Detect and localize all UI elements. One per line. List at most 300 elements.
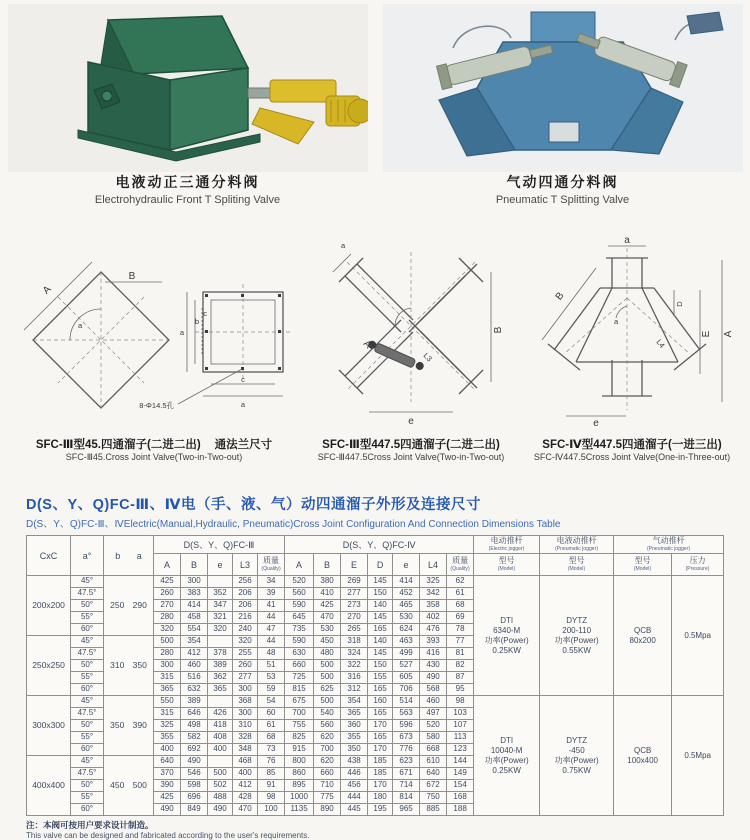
cell-fc4-value: 113 bbox=[447, 732, 474, 744]
cell-fc3-value: 44 bbox=[258, 612, 285, 624]
table-note-en: This valve can be designed and fabricated according to the user's requirements. bbox=[26, 831, 310, 840]
header-bilingual bbox=[540, 537, 613, 552]
cell-fc4-value: 269 bbox=[341, 576, 368, 588]
cell-fc3-value: 352 bbox=[208, 588, 233, 600]
cell-fc4-value: 560 bbox=[285, 588, 314, 600]
cell-fc4-value: 563 bbox=[393, 708, 420, 720]
cell-fc4-value: 735 bbox=[285, 624, 314, 636]
cell-angle: 50° bbox=[71, 720, 104, 732]
cell-fc3-value: 390 bbox=[154, 780, 181, 792]
cell-fc4-value: 144 bbox=[447, 756, 474, 768]
cell-fc3-value: 516 bbox=[181, 672, 208, 684]
cell-fc4-value: 520 bbox=[420, 720, 447, 732]
cell-fc4-value: 776 bbox=[393, 744, 420, 756]
dim-label-B: B bbox=[493, 326, 504, 334]
cell-fc4-value: 1000 bbox=[285, 792, 314, 804]
cell-fc3-value: 34 bbox=[258, 576, 285, 588]
actuator-line: DTI bbox=[500, 615, 514, 625]
cell-fc4-value: 140 bbox=[368, 600, 393, 612]
dim-label-a: a bbox=[624, 235, 630, 246]
photo-block-pneumatic bbox=[375, 0, 750, 206]
actuator-line: 功率(Power) bbox=[554, 635, 599, 645]
header-pneumatic-jogger bbox=[614, 536, 724, 554]
cell-fc4-value: 78 bbox=[447, 624, 474, 636]
cell-fc4-value: 814 bbox=[393, 792, 420, 804]
cell-fc4-value: 623 bbox=[393, 756, 420, 768]
header-dim-e: e bbox=[208, 554, 233, 576]
cell-fc3-value: 460 bbox=[181, 660, 208, 672]
header-hydraulic-jogger bbox=[540, 536, 614, 554]
cell-angle: 50° bbox=[71, 600, 104, 612]
cell-fc4-value: 318 bbox=[341, 636, 368, 648]
header-dim-B: B bbox=[314, 554, 341, 576]
cell-fc4-value: 500 bbox=[314, 696, 341, 708]
cell-fc4-value: 700 bbox=[285, 708, 314, 720]
cell-fc3-value: 44 bbox=[258, 636, 285, 648]
cell-angle: 47.5° bbox=[71, 708, 104, 720]
cell-fc3-value: 412 bbox=[181, 648, 208, 660]
cell-fc4-value: 540 bbox=[314, 708, 341, 720]
cell-fc4-value: 165 bbox=[368, 732, 393, 744]
actuator-line: 功率(Power) bbox=[484, 755, 529, 765]
cell-fc4-value: 360 bbox=[341, 720, 368, 732]
dim-label-D: D bbox=[675, 301, 684, 307]
diagram-caption-main: SFC-Ⅲ型45.四通溜子(二进二出) bbox=[35, 439, 201, 451]
photo-pneumatic-valve bbox=[383, 4, 743, 172]
table-title-zh: D(S、Y、Q)FC-Ⅲ、Ⅳ电（手、液、气）动四通溜子外形及连接尺寸 bbox=[26, 497, 482, 513]
cell-fc4-value: 165 bbox=[368, 708, 393, 720]
cell-fc3-value: 365 bbox=[208, 684, 233, 696]
cell-fc4-value: 530 bbox=[393, 612, 420, 624]
diagram-caption-en: SFC-Ⅲ45.Cross Joint Valve(Two-in-Two-out) bbox=[65, 452, 243, 462]
cell-fc4-value: 168 bbox=[447, 792, 474, 804]
cell-fc3-value: 320 bbox=[154, 624, 181, 636]
header-dim-L3: L3 bbox=[233, 554, 258, 576]
cell-fc3-value: 60 bbox=[258, 708, 285, 720]
cell-fc4-value: 273 bbox=[341, 600, 368, 612]
cell-fc3-value: 598 bbox=[181, 780, 208, 792]
header-electric-jogger bbox=[474, 536, 540, 554]
cell-fc4-value: 62 bbox=[447, 576, 474, 588]
cell-fc4-value: 450 bbox=[314, 636, 341, 648]
cell-ba: 350 390 bbox=[104, 696, 154, 756]
cell-fc4-value: 188 bbox=[447, 804, 474, 816]
cell-fc4-value: 470 bbox=[314, 612, 341, 624]
cell-angle: 55° bbox=[71, 732, 104, 744]
cell-fc4-value: 195 bbox=[368, 804, 393, 816]
cell-fc3-value: 355 bbox=[154, 732, 181, 744]
cell-fc3-value: 546 bbox=[181, 768, 208, 780]
cell-fc4-value: 180 bbox=[368, 792, 393, 804]
cell-fc3-value: 347 bbox=[208, 600, 233, 612]
cell-fc3-value: 48 bbox=[258, 648, 285, 660]
cell-angle: 47.5° bbox=[71, 768, 104, 780]
cell-fc3-value: 300 bbox=[233, 684, 258, 696]
dim-label-E: E bbox=[701, 330, 712, 338]
cell-fc4-value: 380 bbox=[314, 576, 341, 588]
cell-fc3-value: 426 bbox=[208, 708, 233, 720]
cell-fc3-value: 277 bbox=[233, 672, 258, 684]
cell-fc4-value: 107 bbox=[447, 720, 474, 732]
cell-fc4-value: 312 bbox=[341, 684, 368, 696]
dim-label-flange-a2: a bbox=[240, 400, 246, 409]
cell-fc3-value: 206 bbox=[233, 588, 258, 600]
cell-fc4-value: 160 bbox=[368, 696, 393, 708]
dim-label-flange-c: c bbox=[203, 309, 207, 318]
cell-fc4-value: 710 bbox=[314, 780, 341, 792]
cell-angle: 45° bbox=[71, 696, 104, 708]
cell-fc3-value: 300 bbox=[181, 576, 208, 588]
cell-fc3-value: 53 bbox=[258, 672, 285, 684]
header-en: (Model) bbox=[498, 566, 516, 572]
header-en: (Pneumatic jogger) bbox=[647, 546, 691, 552]
cell-fc4-value: 520 bbox=[285, 576, 314, 588]
dim-label-L4: L4 bbox=[654, 337, 667, 350]
cell-fc3-value: 428 bbox=[233, 792, 258, 804]
header-fc4: D(S、Y、Q)FC-Ⅳ bbox=[285, 536, 474, 554]
cell-fc4-value: 82 bbox=[447, 660, 474, 672]
cell-fc4-value: 660 bbox=[285, 660, 314, 672]
cell-angle: 60° bbox=[71, 804, 104, 816]
cell-fc4-value: 645 bbox=[285, 612, 314, 624]
cell-fc4-value: 365 bbox=[341, 708, 368, 720]
header-dim-E: E bbox=[341, 554, 368, 576]
cell-fc3-value: 260 bbox=[233, 660, 258, 672]
cell-fc4-value: 95 bbox=[447, 684, 474, 696]
header-bilingual bbox=[474, 557, 539, 572]
header-model bbox=[540, 554, 614, 576]
cell-fc4-value: 605 bbox=[393, 672, 420, 684]
diagram-caption-zh bbox=[0, 436, 308, 452]
cell-angle: 45° bbox=[71, 756, 104, 768]
cell-fc3-value: 389 bbox=[208, 660, 233, 672]
header-zh: 质量 bbox=[263, 556, 280, 566]
cell-fc4-value: 490 bbox=[420, 672, 447, 684]
cell-fc3-value: 41 bbox=[258, 600, 285, 612]
cell-fc3-value: 500 bbox=[154, 636, 181, 648]
cell-fc4-value: 165 bbox=[368, 624, 393, 636]
header-mass bbox=[447, 554, 474, 576]
header-en: (Electric jogger) bbox=[488, 546, 525, 552]
header-dim-e: e bbox=[393, 554, 420, 576]
cell-fc4-value: 430 bbox=[420, 660, 447, 672]
cell-fc3-value: 418 bbox=[208, 720, 233, 732]
cell-fc4-value: 775 bbox=[314, 792, 341, 804]
cell-electric-jogger bbox=[474, 696, 540, 816]
cell-fc4-value: 668 bbox=[420, 744, 447, 756]
header-bilingual bbox=[614, 557, 671, 572]
cell-fc4-value: 480 bbox=[314, 648, 341, 660]
cell-fc3-value: 378 bbox=[208, 648, 233, 660]
cell-fc4-value: 800 bbox=[285, 756, 314, 768]
cell-angle: 55° bbox=[71, 612, 104, 624]
header-cxc: CxC bbox=[27, 536, 71, 576]
photo-caption-zh: 气动四通分料阀 bbox=[506, 174, 619, 190]
actuator-line: 100x400 bbox=[627, 755, 658, 765]
cell-fc4-value: 324 bbox=[341, 648, 368, 660]
cell-fc4-value: 514 bbox=[393, 696, 420, 708]
cell-fc3-value: 362 bbox=[208, 672, 233, 684]
cell-fc3-value: 320 bbox=[208, 624, 233, 636]
actuator-line: 功率(Power) bbox=[484, 635, 529, 645]
cell-ba: 250 290 bbox=[104, 576, 154, 636]
cell-fc4-value: 755 bbox=[285, 720, 314, 732]
cell-fc3-value: 280 bbox=[154, 612, 181, 624]
cell-fc4-value: 165 bbox=[368, 684, 393, 696]
cell-fc3-value: 370 bbox=[154, 768, 181, 780]
cell-fc4-value: 154 bbox=[447, 780, 474, 792]
cell-angle: 60° bbox=[71, 684, 104, 696]
cell-fc3-value: 325 bbox=[154, 720, 181, 732]
cell-fc4-value: 500 bbox=[314, 672, 341, 684]
header-dim-A: A bbox=[154, 554, 181, 576]
cell-fc4-value: 714 bbox=[393, 780, 420, 792]
cell-fc3-value: 582 bbox=[181, 732, 208, 744]
actuator-line: 6340-M bbox=[493, 625, 521, 635]
cell-fc3-value: 368 bbox=[233, 696, 258, 708]
cell-fc3-value: 490 bbox=[208, 804, 233, 816]
header-ba: b a bbox=[104, 536, 154, 576]
cell-fc4-value: 149 bbox=[447, 768, 474, 780]
cell-fc4-value: 560 bbox=[314, 720, 341, 732]
cell-fc4-value: 620 bbox=[314, 756, 341, 768]
cell-fc3-value: 425 bbox=[154, 792, 181, 804]
header-model bbox=[474, 554, 540, 576]
diagram-caption-zh: SFC-Ⅲ型447.5四通溜子(二进二出) bbox=[322, 439, 500, 451]
cell-fc3-value: 59 bbox=[258, 684, 285, 696]
actuator-line: QCB bbox=[633, 745, 652, 755]
cell-pneumatic-model bbox=[614, 696, 672, 816]
header-zh: 型号 bbox=[498, 556, 515, 566]
cell-fc4-value: 580 bbox=[420, 732, 447, 744]
header-bilingual bbox=[614, 537, 723, 552]
cell-fc4-value: 61 bbox=[447, 588, 474, 600]
cell-fc3-value: 47 bbox=[258, 624, 285, 636]
cell-angle: 47.5° bbox=[71, 648, 104, 660]
cell-fc3-value: 91 bbox=[258, 780, 285, 792]
cell-fc3-value: 100 bbox=[258, 804, 285, 816]
dim-label-e: e bbox=[408, 416, 414, 427]
cell-fc3-value: 255 bbox=[233, 648, 258, 660]
header-zh: 电液动推杆 bbox=[556, 536, 597, 546]
cell-fc4-value: 69 bbox=[447, 612, 474, 624]
cell-fc3-value: 632 bbox=[181, 684, 208, 696]
header-zh: 气动推杆 bbox=[652, 536, 685, 546]
cell-fc3-value: 321 bbox=[208, 612, 233, 624]
cell-fc3-value: 76 bbox=[258, 756, 285, 768]
diagram-caption-en: SFC-Ⅲ447.5Cross Joint Valve(Two-in-Two-out) bbox=[317, 452, 505, 462]
cell-fc3-value: 400 bbox=[233, 768, 258, 780]
dimensions-table-section bbox=[26, 493, 726, 840]
cell-fc3-value: 310 bbox=[233, 720, 258, 732]
cell-hydraulic-jogger bbox=[540, 576, 614, 696]
dim-label-B: B bbox=[553, 290, 567, 303]
cell-fc3-value: 502 bbox=[208, 780, 233, 792]
cell-fc3-value: 61 bbox=[258, 720, 285, 732]
photo-electrohydraulic-valve bbox=[8, 4, 368, 172]
photo-caption-en: Electrohydraulic Front T Spliting Valve bbox=[94, 194, 281, 206]
cell-fc4-value: 497 bbox=[420, 708, 447, 720]
photo-caption-zh: 电液动正三通分料阀 bbox=[115, 174, 260, 190]
cell-fc4-value: 87 bbox=[447, 672, 474, 684]
cell-angle: 47.5° bbox=[71, 588, 104, 600]
cell-fc3-value: 98 bbox=[258, 792, 285, 804]
cell-fc4-value: 915 bbox=[285, 744, 314, 756]
cell-fc3-value: 256 bbox=[233, 576, 258, 588]
cell-fc4-value: 590 bbox=[285, 600, 314, 612]
dim-label-a: a bbox=[341, 241, 346, 250]
cell-fc4-value: 145 bbox=[368, 648, 393, 660]
cell-fc3-value bbox=[208, 696, 233, 708]
dim-label-angle: a bbox=[78, 321, 83, 330]
cell-fc4-value: 630 bbox=[285, 648, 314, 660]
cell-angle: 50° bbox=[71, 780, 104, 792]
dim-label-flange-b: b bbox=[194, 317, 199, 326]
diagram-sfc3-447-cross-joint bbox=[311, 232, 511, 428]
cell-fc4-value: 445 bbox=[341, 804, 368, 816]
dim-label-flange-c2: c bbox=[241, 375, 245, 384]
cell-fc4-value: 342 bbox=[420, 588, 447, 600]
cell-fc3-value: 490 bbox=[154, 804, 181, 816]
cell-fc4-value: 452 bbox=[393, 588, 420, 600]
diagram-caption-flange: 通法兰尺寸 bbox=[214, 439, 273, 451]
cell-fc3-value: 490 bbox=[181, 756, 208, 768]
cell-fc4-value: 150 bbox=[368, 660, 393, 672]
cell-fc3-value: 488 bbox=[208, 792, 233, 804]
cell-fc4-value: 624 bbox=[393, 624, 420, 636]
cell-fc3-value: 240 bbox=[233, 624, 258, 636]
actuator-line: 0.25KW bbox=[492, 765, 521, 775]
cell-fc4-value: 402 bbox=[420, 612, 447, 624]
cell-angle: 60° bbox=[71, 624, 104, 636]
cell-fc3-value: 328 bbox=[233, 732, 258, 744]
cell-fc3-value: 500 bbox=[208, 768, 233, 780]
cell-fc4-value: 155 bbox=[368, 672, 393, 684]
cell-fc4-value: 625 bbox=[314, 684, 341, 696]
cell-fc3-value: 206 bbox=[233, 600, 258, 612]
cell-pressure: 0.5Mpa bbox=[672, 696, 724, 816]
cell-cxc: 300x300 bbox=[27, 696, 71, 756]
actuator-line: DYTZ bbox=[566, 615, 588, 625]
cell-fc4-value: 885 bbox=[420, 804, 447, 816]
diagram-block-sfc3-447 bbox=[308, 232, 514, 463]
diagram-block-sfc3-45 bbox=[0, 256, 308, 463]
header-bilingual bbox=[258, 557, 284, 572]
cell-fc3-value: 550 bbox=[154, 696, 181, 708]
header-fc3: D(S、Y、Q)FC-Ⅲ bbox=[154, 536, 285, 554]
cell-fc3-value bbox=[208, 576, 233, 588]
cell-fc4-value: 815 bbox=[285, 684, 314, 696]
cell-fc3-value: 458 bbox=[181, 612, 208, 624]
cell-fc4-value: 825 bbox=[285, 732, 314, 744]
cell-fc3-value bbox=[208, 636, 233, 648]
cell-fc3-value: 365 bbox=[154, 684, 181, 696]
header-pressure bbox=[672, 554, 724, 576]
header-dim-D: D bbox=[368, 554, 393, 576]
actuator-line: 0.25KW bbox=[492, 645, 521, 655]
cell-angle: 60° bbox=[71, 744, 104, 756]
dim-label-A: A bbox=[723, 330, 734, 338]
cell-fc4-value: 322 bbox=[341, 660, 368, 672]
cell-fc3-value: 414 bbox=[181, 600, 208, 612]
cell-fc4-value: 499 bbox=[393, 648, 420, 660]
cell-hydraulic-jogger bbox=[540, 696, 614, 816]
actuator-line: -450 bbox=[568, 745, 585, 755]
cell-fc4-value: 590 bbox=[285, 636, 314, 648]
cell-fc4-value: 671 bbox=[393, 768, 420, 780]
cell-fc4-value: 325 bbox=[420, 576, 447, 588]
header-en: (Quality) bbox=[450, 566, 470, 572]
actuator-line: DYTZ bbox=[566, 735, 588, 745]
cell-fc4-value: 414 bbox=[393, 576, 420, 588]
cell-fc3-value: 68 bbox=[258, 732, 285, 744]
cell-electric-jogger bbox=[474, 576, 540, 696]
cell-pneumatic-model bbox=[614, 576, 672, 696]
cell-fc4-value: 725 bbox=[285, 672, 314, 684]
cell-fc4-value: 568 bbox=[420, 684, 447, 696]
dim-label-holes: 8-Φ14.5孔 bbox=[139, 401, 174, 410]
header-angle: a° bbox=[71, 536, 104, 576]
cell-fc4-value: 393 bbox=[420, 636, 447, 648]
cell-angle: 55° bbox=[71, 672, 104, 684]
actuator-line: QCB bbox=[633, 625, 652, 635]
cell-fc3-value: 315 bbox=[154, 708, 181, 720]
cell-fc3-value: 39 bbox=[258, 588, 285, 600]
cell-fc4-value: 81 bbox=[447, 648, 474, 660]
cell-angle: 55° bbox=[71, 792, 104, 804]
cell-fc4-value: 145 bbox=[368, 576, 393, 588]
header-zh: 型号 bbox=[568, 556, 585, 566]
header-bilingual bbox=[474, 537, 539, 552]
dim-label-L3: L3 bbox=[421, 351, 434, 364]
cell-fc4-value: 640 bbox=[420, 768, 447, 780]
cell-fc3-value: 315 bbox=[154, 672, 181, 684]
cell-fc4-value: 860 bbox=[285, 768, 314, 780]
header-zh: 质量 bbox=[452, 556, 469, 566]
cell-fc3-value: 216 bbox=[233, 612, 258, 624]
cell-fc3-value: 692 bbox=[181, 744, 208, 756]
cell-fc3-value: 280 bbox=[154, 648, 181, 660]
cell-fc4-value: 610 bbox=[420, 756, 447, 768]
cell-ba: 310 350 bbox=[104, 636, 154, 696]
table-title-en: D(S、Y、Q)FC-Ⅲ、ⅣElectric(Manual,Hydraulic, Pneumatic)Cross Joint Configuration And Connection Dimensions Table bbox=[26, 519, 561, 530]
cell-fc4-value: 170 bbox=[368, 780, 393, 792]
dim-label-flange-a: a bbox=[179, 328, 184, 337]
cell-fc4-value: 673 bbox=[393, 732, 420, 744]
header-dim-L4: L4 bbox=[420, 554, 447, 576]
cell-fc3-value: 640 bbox=[154, 756, 181, 768]
cell-fc4-value: 316 bbox=[341, 672, 368, 684]
cell-fc4-value: 410 bbox=[314, 588, 341, 600]
header-mass bbox=[258, 554, 285, 576]
cell-fc4-value: 750 bbox=[420, 792, 447, 804]
cell-fc3-value: 646 bbox=[181, 708, 208, 720]
header-zh: 电动推杆 bbox=[490, 536, 523, 546]
cell-cxc: 400x400 bbox=[27, 756, 71, 816]
cell-fc4-value: 620 bbox=[314, 732, 341, 744]
actuator-line: 80x200 bbox=[629, 635, 656, 645]
cell-fc4-value: 277 bbox=[341, 588, 368, 600]
actuator-line: 0.75KW bbox=[562, 765, 591, 775]
cell-angle: 45° bbox=[71, 576, 104, 588]
cell-fc4-value: 965 bbox=[393, 804, 420, 816]
cell-angle: 50° bbox=[71, 660, 104, 672]
cell-fc3-value: 73 bbox=[258, 744, 285, 756]
cell-fc4-value: 270 bbox=[341, 612, 368, 624]
header-bilingual bbox=[447, 557, 473, 572]
header-en: (Quality) bbox=[261, 566, 281, 572]
header-en: (Model) bbox=[634, 566, 652, 572]
